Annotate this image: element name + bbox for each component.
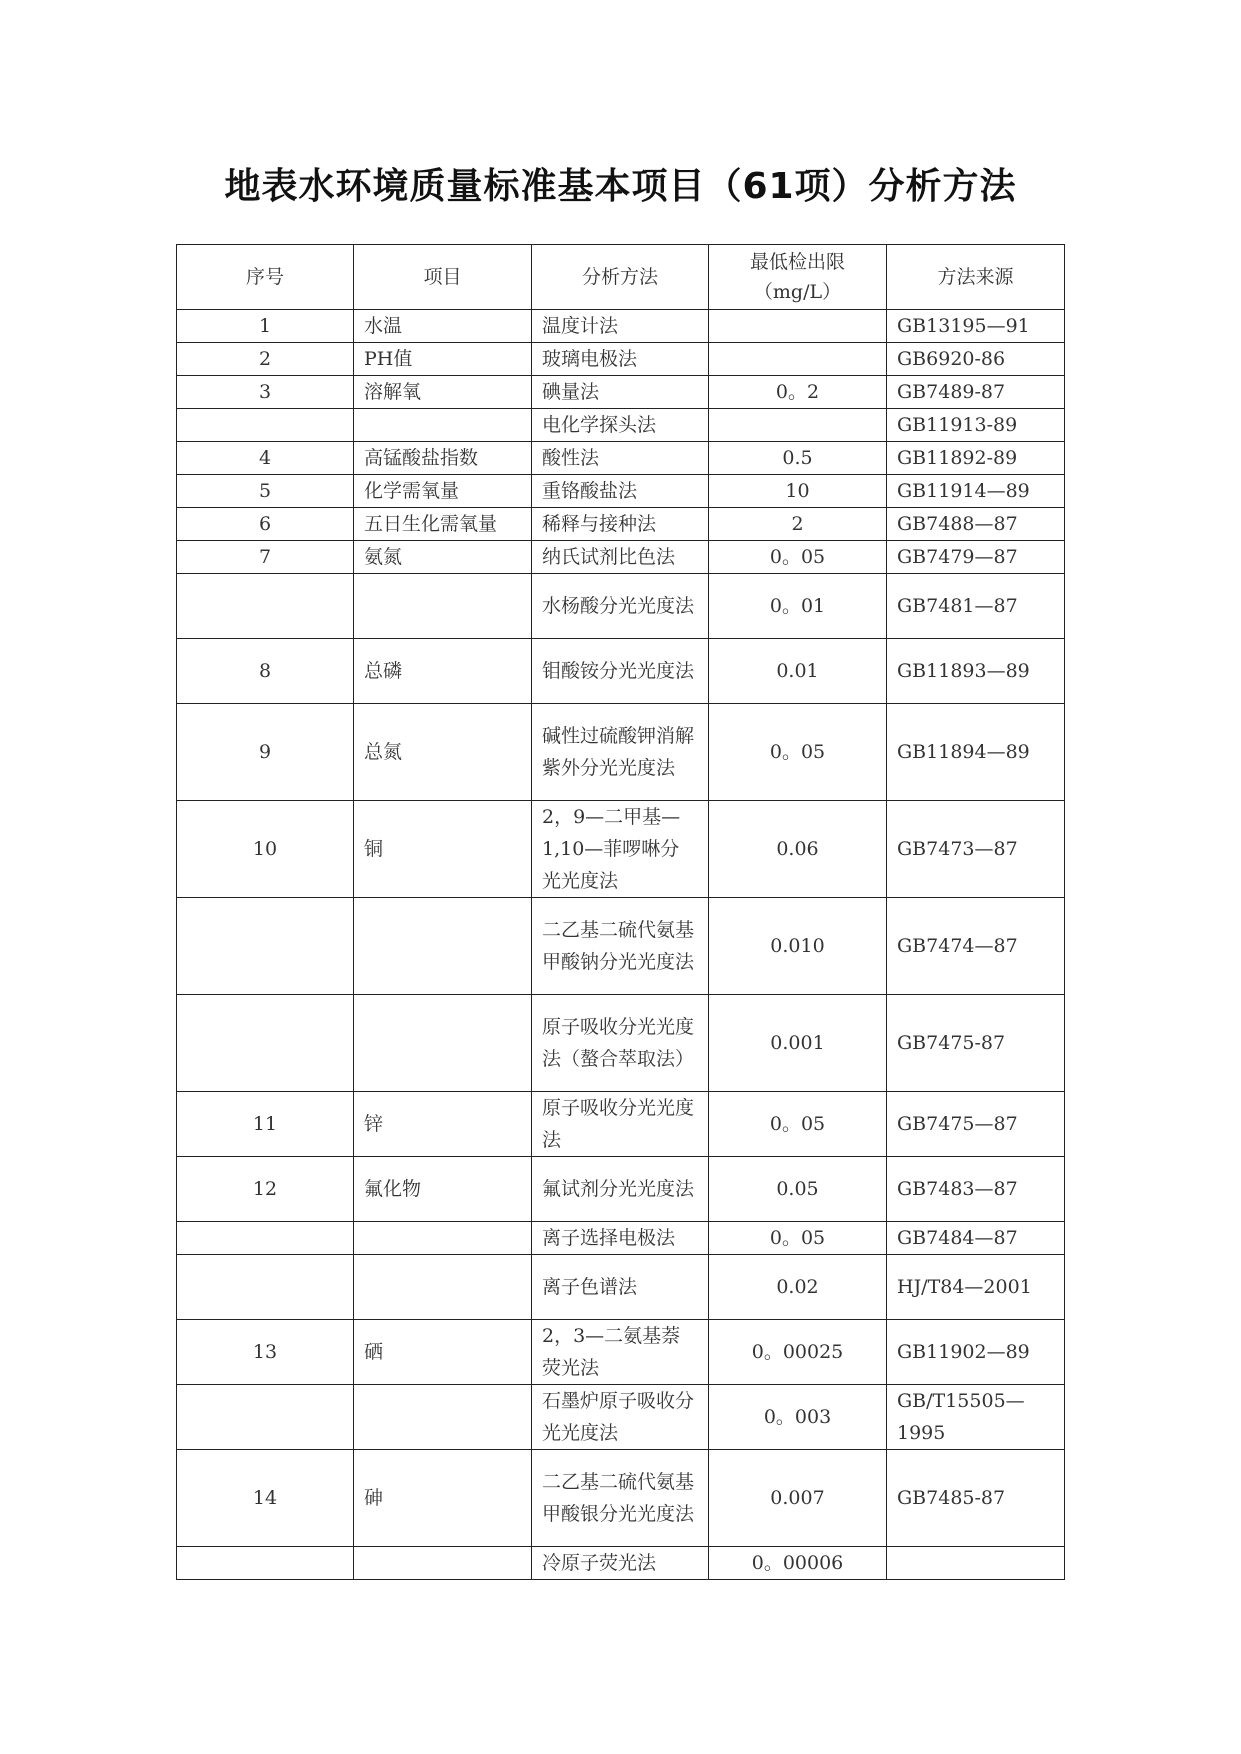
cell-no: [177, 409, 354, 442]
cell-source: GB7475—87: [887, 1092, 1065, 1157]
cell-no: [177, 1222, 354, 1255]
cell-method: 酸性法: [532, 442, 709, 475]
cell-item: [354, 1255, 532, 1320]
cell-item: [354, 995, 532, 1092]
cell-limit: 0。05: [709, 541, 887, 574]
cell-item: 锌: [354, 1092, 532, 1157]
table-row: [177, 995, 1065, 1092]
cell-method: 碘量法: [532, 376, 709, 409]
header-source: 方法来源: [887, 245, 1065, 310]
table-row: [177, 508, 1065, 541]
cell-method: 钼酸铵分光光度法: [532, 639, 709, 704]
document-title: 地表水环境质量标准基本项目（61项）分析方法: [224, 166, 1017, 207]
cell-method: 2，9—二甲基—1,10—菲啰啉分光光度法: [532, 801, 709, 898]
cell-limit: [709, 409, 887, 442]
table-row: [177, 1450, 1065, 1547]
cell-method: 离子选择电极法: [532, 1222, 709, 1255]
cell-item: 溶解氧: [354, 376, 532, 409]
cell-method: 电化学探头法: [532, 409, 709, 442]
cell-limit: 0.06: [709, 801, 887, 898]
cell-no: [177, 898, 354, 995]
cell-limit: 0.010: [709, 898, 887, 995]
cell-method: 碱性过硫酸钾消解紫外分光光度法: [532, 704, 709, 801]
cell-no: 14: [177, 1450, 354, 1547]
cell-limit: 0。05: [709, 1222, 887, 1255]
cell-item: [354, 1385, 532, 1450]
cell-method: 2，3—二氨基萘荧光法: [532, 1320, 709, 1385]
cell-item: [354, 409, 532, 442]
cell-item: PH值: [354, 343, 532, 376]
header-method: 分析方法: [532, 245, 709, 310]
cell-source: GB13195—91: [887, 310, 1065, 343]
cell-item: 高锰酸盐指数: [354, 442, 532, 475]
cell-method: 玻璃电极法: [532, 343, 709, 376]
table-row: [177, 574, 1065, 639]
table-row: [177, 475, 1065, 508]
cell-item: 总氮: [354, 704, 532, 801]
table-row: [177, 541, 1065, 574]
table-row: [177, 343, 1065, 376]
cell-limit: 0.02: [709, 1255, 887, 1320]
table-row: [177, 310, 1065, 343]
cell-item: 砷: [354, 1450, 532, 1547]
cell-no: 7: [177, 541, 354, 574]
cell-source: GB7479—87: [887, 541, 1065, 574]
cell-method: 二乙基二硫代氨基甲酸钠分光光度法: [532, 898, 709, 995]
cell-method: 水杨酸分光光度法: [532, 574, 709, 639]
cell-limit: 0.001: [709, 995, 887, 1092]
table-header-row: [177, 245, 1065, 310]
cell-method: 离子色谱法: [532, 1255, 709, 1320]
cell-method: 温度计法: [532, 310, 709, 343]
cell-limit: 0.007: [709, 1450, 887, 1547]
header-no: 序号: [177, 245, 354, 310]
cell-no: [177, 1547, 354, 1580]
cell-method: 石墨炉原子吸收分光光度法: [532, 1385, 709, 1450]
table-row: [177, 898, 1065, 995]
cell-source: HJ/T84—2001: [887, 1255, 1065, 1320]
cell-limit: [709, 310, 887, 343]
cell-item: 五日生化需氧量: [354, 508, 532, 541]
cell-limit: 0。05: [709, 704, 887, 801]
cell-no: 5: [177, 475, 354, 508]
cell-item: 硒: [354, 1320, 532, 1385]
cell-limit: 0。2: [709, 376, 887, 409]
cell-limit: 10: [709, 475, 887, 508]
table-row: [177, 1385, 1065, 1450]
table-row: [177, 1222, 1065, 1255]
table-row: [177, 801, 1065, 898]
cell-no: 10: [177, 801, 354, 898]
analysis-methods-table: [176, 244, 1065, 1580]
cell-method: 氟试剂分光光度法: [532, 1157, 709, 1222]
cell-item: 化学需氧量: [354, 475, 532, 508]
cell-source: GB11913-89: [887, 409, 1065, 442]
cell-limit: 0.5: [709, 442, 887, 475]
cell-limit: 0。05: [709, 1092, 887, 1157]
table-row: [177, 1547, 1065, 1580]
cell-source: GB7481—87: [887, 574, 1065, 639]
cell-no: 6: [177, 508, 354, 541]
cell-limit: 0。003: [709, 1385, 887, 1450]
table-row: [177, 1320, 1065, 1385]
cell-source: GB7483—87: [887, 1157, 1065, 1222]
cell-source: [887, 1547, 1065, 1580]
cell-source: GB7475-87: [887, 995, 1065, 1092]
cell-item: [354, 574, 532, 639]
cell-method: 冷原子荧光法: [532, 1547, 709, 1580]
cell-item: [354, 1222, 532, 1255]
cell-method: 原子吸收分光光度法: [532, 1092, 709, 1157]
cell-no: 9: [177, 704, 354, 801]
cell-no: [177, 1385, 354, 1450]
cell-item: 总磷: [354, 639, 532, 704]
cell-item: 水温: [354, 310, 532, 343]
table-row: [177, 376, 1065, 409]
cell-source: GB7488—87: [887, 508, 1065, 541]
cell-limit: 2: [709, 508, 887, 541]
cell-limit: 0.01: [709, 639, 887, 704]
cell-source: GB7484—87: [887, 1222, 1065, 1255]
cell-source: GB7489-87: [887, 376, 1065, 409]
cell-source: GB/T15505—1995: [887, 1385, 1065, 1450]
cell-source: GB7474—87: [887, 898, 1065, 995]
cell-no: [177, 1255, 354, 1320]
header-limit: 最低检出限（mg/L）: [709, 245, 887, 310]
header-item: 项目: [354, 245, 532, 310]
cell-limit: 0。00025: [709, 1320, 887, 1385]
cell-source: GB7485-87: [887, 1450, 1065, 1547]
cell-no: 8: [177, 639, 354, 704]
cell-method: 原子吸收分光光度法（螯合萃取法）: [532, 995, 709, 1092]
table-row: [177, 1157, 1065, 1222]
table-row: [177, 1092, 1065, 1157]
cell-source: GB11894—89: [887, 704, 1065, 801]
cell-source: GB7473—87: [887, 801, 1065, 898]
cell-no: 11: [177, 1092, 354, 1157]
table-row: [177, 704, 1065, 801]
cell-method: 二乙基二硫代氨基甲酸银分光光度法: [532, 1450, 709, 1547]
cell-source: GB11914—89: [887, 475, 1065, 508]
cell-item: 氟化物: [354, 1157, 532, 1222]
cell-no: [177, 574, 354, 639]
cell-source: GB6920-86: [887, 343, 1065, 376]
cell-source: GB11892-89: [887, 442, 1065, 475]
cell-no: 4: [177, 442, 354, 475]
cell-no: [177, 995, 354, 1092]
cell-no: 3: [177, 376, 354, 409]
cell-item: [354, 1547, 532, 1580]
cell-limit: 0.05: [709, 1157, 887, 1222]
table-row: [177, 409, 1065, 442]
cell-item: 氨氮: [354, 541, 532, 574]
cell-method: 重铬酸盐法: [532, 475, 709, 508]
cell-source: GB11902—89: [887, 1320, 1065, 1385]
table-row: [177, 442, 1065, 475]
cell-no: 13: [177, 1320, 354, 1385]
cell-no: 2: [177, 343, 354, 376]
table-row: [177, 1255, 1065, 1320]
cell-limit: [709, 343, 887, 376]
cell-source: GB11893—89: [887, 639, 1065, 704]
cell-limit: 0。00006: [709, 1547, 887, 1580]
table-row: [177, 639, 1065, 704]
cell-no: 12: [177, 1157, 354, 1222]
cell-item: 铜: [354, 801, 532, 898]
cell-method: 稀释与接种法: [532, 508, 709, 541]
cell-item: [354, 898, 532, 995]
cell-limit: 0。01: [709, 574, 887, 639]
cell-method: 纳氏试剂比色法: [532, 541, 709, 574]
cell-no: 1: [177, 310, 354, 343]
